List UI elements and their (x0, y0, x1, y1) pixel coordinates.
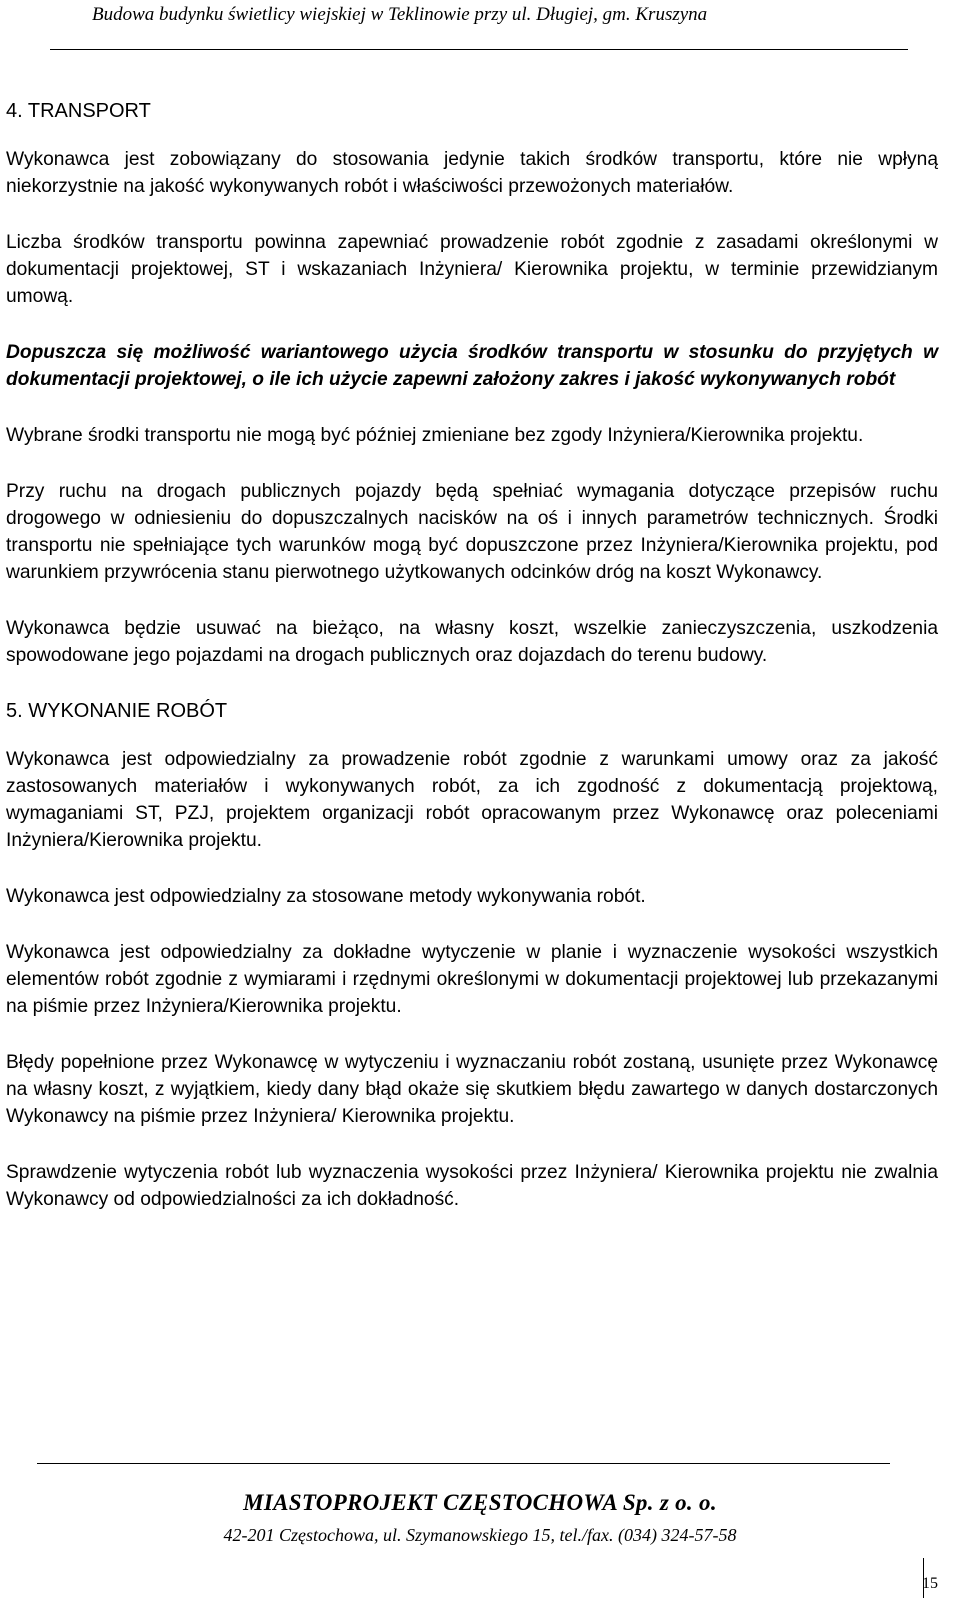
wykonanie-paragraph: Wykonawca jest odpowiedzialny za stosowane metody wykonywania robót. (6, 886, 646, 907)
wykonanie-paragraph: Wykonawca jest odpowiedzialny za prowadzenie robót zgodnie z warunkami umowy oraz za jakość zastosowanych materiałów i wykonywanych robót, za ich zgodność z dokumentacją projektową, wymaganiami ST, PZJ, projektem organizacji robót opracowanym przez Wykonawcę oraz poleceniami Inżyniera/Kierownika projektu. (6, 749, 938, 851)
wykonanie-paragraph: Wykonawca jest odpowiedzialny za dokładne wytyczenie w planie i wyznaczenie wysokości wszystkich elementów robót zgodnie z wymiarami i rzędnymi określonymi w dokumentacji projektowej lub przekazanymi na piśmie przez Inżyniera/Kierownika projektu. (6, 942, 938, 1017)
transport-paragraph: Liczba środków transportu powinna zapewniać prowadzenie robót zgodnie z zasadami określonymi w dokumentacji projektowej, ST i wskazaniach Inżyniera/ Kierownika projektu, w terminie przewidzianym umową. (6, 232, 938, 307)
section-heading-wykonanie: 5. WYKONANIE ROBÓT (6, 700, 228, 722)
footer-company-name: MIASTOPROJEKT CZĘSTOCHOWA Sp. z o. o. (243, 1490, 717, 1515)
footer-divider (37, 1463, 890, 1464)
page-header-title: Budowa budynku świetlicy wiejskiej w Teklinowie przy ul. Długiej, gm. Kruszyna (92, 4, 708, 25)
wykonanie-paragraph: Błędy popełnione przez Wykonawcę w wytyczeniu i wyznaczaniu robót zostaną, usunięte przez Wykonawcę na własny koszt, z wyjątkiem, kiedy dany błąd okaże się skutkiem błędu zawartego w danych dostarczonych Wykonawcy na piśmie przez Inżyniera/ Kierownika projektu. (6, 1052, 938, 1127)
header-divider (50, 49, 908, 50)
transport-paragraph: Wykonawca jest zobowiązany do stosowania jedynie takich środków transportu, które nie wpłyną niekorzystnie na jakość wykonywanych robót i właściwości przewożonych materiałów. (6, 149, 938, 197)
footer-address: 42-201 Częstochowa, ul. Szymanowskiego 15, tel./fax. (034) 324-57-58 (223, 1525, 737, 1545)
transport-paragraph: Wykonawca będzie usuwać na bieżąco, na własny koszt, wszelkie zanieczyszczenia, uszkodzenia spowodowane jego pojazdami na drogach publicznych oraz dojazdach do terenu budowy. (6, 618, 938, 666)
wykonanie-paragraph: Sprawdzenie wytyczenia robót lub wyznaczenia wysokości przez Inżyniera/ Kierownika projektu nie zwalnia Wykonawcy od odpowiedzialności za ich dokładność. (6, 1162, 938, 1210)
transport-paragraph: Przy ruchu na drogach publicznych pojazdy będą spełniać wymagania dotyczące przepisów ruchu drogowego w odniesieniu do dopuszczalnych nacisków na oś i innych parametrów technicznych. Środki transportu nie spełniające tych warunków mogą być dopuszczone przez Inżyniera/Kierownika projektu, pod warunkiem przywrócenia stanu pierwotnego użytkowanych odcinków dróg na koszt Wykonawcy. (6, 481, 938, 583)
section-heading-transport: 4. TRANSPORT (6, 100, 151, 122)
transport-paragraph-emphasis: Dopuszcza się możliwość wariantowego użycia środków transportu w stosunku do przyjętych w dokumentacji projektowej, o ile ich użycie zapewni założony zakres i jakość wykonywanych robót (6, 342, 938, 390)
document-body (6, 98, 938, 1213)
transport-paragraph: Wybrane środki transportu nie mogą być później zmieniane bez zgody Inżyniera/Kierownika projektu. (6, 425, 864, 446)
page-number: 15 (922, 1575, 938, 1592)
